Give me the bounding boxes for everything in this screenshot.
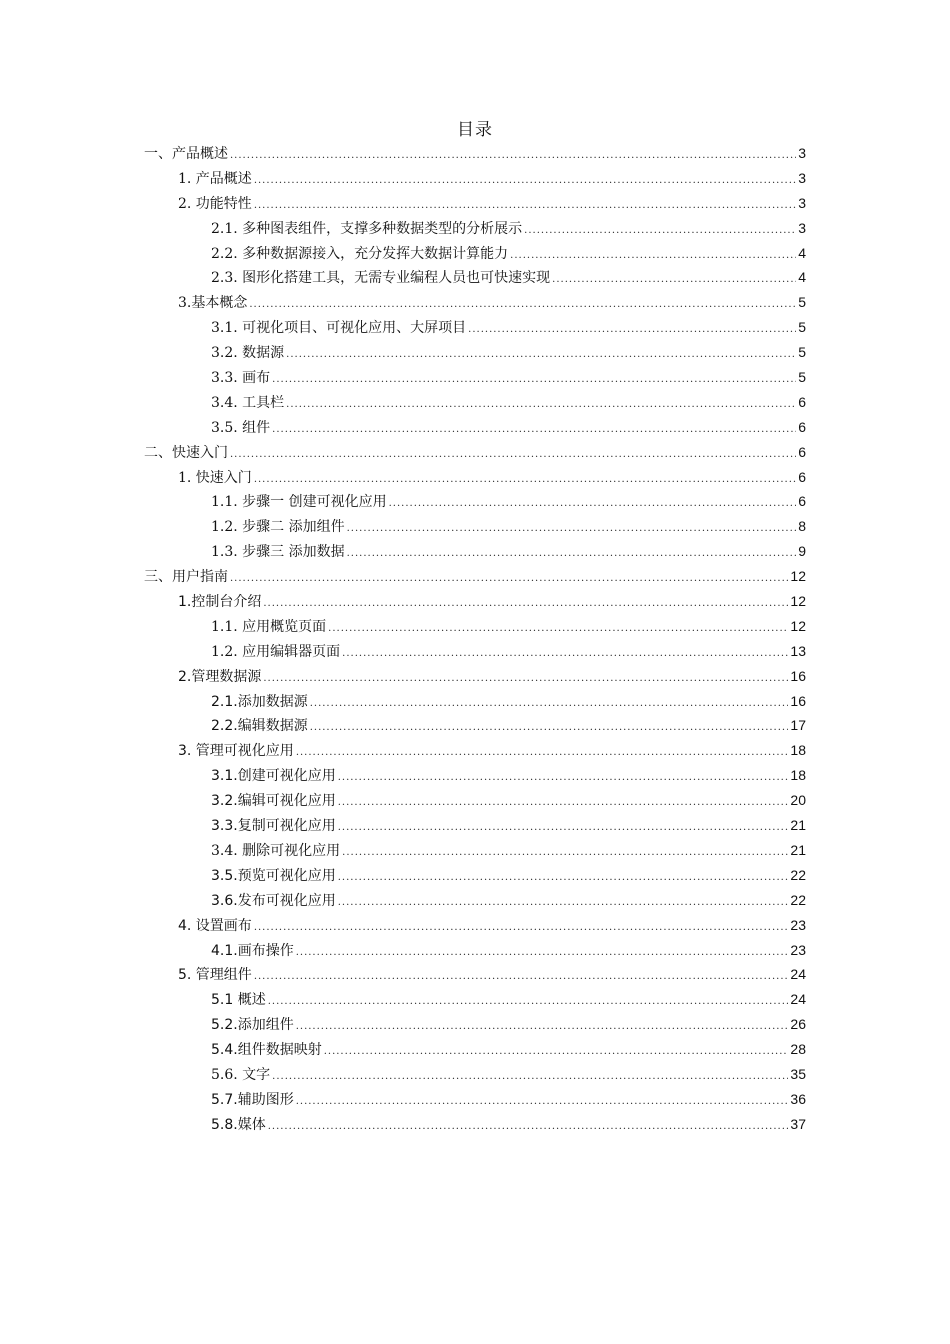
- toc-entry[interactable]: [144, 813, 806, 838]
- toc-entry-text: 1.1. 应用概览页面: [211, 618, 327, 635]
- toc-dot-leader: [338, 816, 789, 841]
- toc-entry[interactable]: [144, 191, 806, 216]
- toc-entry-text: 3.6.发布可视化应用: [211, 892, 336, 909]
- toc-dot-leader: [468, 318, 796, 343]
- toc-page-number: 20: [790, 792, 806, 809]
- toc-entry-text: 3.基本概念: [178, 295, 248, 312]
- toc-entry-text: 4. 设置画布: [178, 917, 252, 934]
- toc-entry[interactable]: [144, 664, 806, 689]
- toc-title: 目录: [457, 120, 493, 140]
- toc-entry[interactable]: [144, 539, 806, 564]
- toc-entry[interactable]: [144, 589, 806, 614]
- toc-dot-leader: [510, 244, 796, 269]
- toc-dot-leader: [324, 1040, 789, 1065]
- toc-page-number: 26: [790, 1016, 806, 1033]
- toc-dot-leader: [254, 965, 789, 990]
- toc-entry-text: 5.7.辅助图形: [211, 1091, 294, 1108]
- toc-page-number: 23: [790, 941, 806, 958]
- toc-dot-leader: [342, 841, 788, 866]
- toc-page-number: 6: [798, 443, 806, 460]
- toc-dot-leader: [268, 1115, 789, 1140]
- toc-entry-text: 3.2. 数据源: [211, 345, 285, 362]
- toc-dot-leader: [347, 542, 797, 567]
- toc-dot-leader: [338, 891, 789, 916]
- toc-page-number: 18: [790, 742, 806, 759]
- toc-entry[interactable]: [144, 639, 806, 664]
- toc-page-number: 3: [798, 219, 806, 236]
- toc-entry-text: 3.5.预览可视化应用: [211, 867, 336, 884]
- toc-entry[interactable]: [144, 340, 806, 365]
- toc-entry[interactable]: [144, 489, 806, 514]
- toc-entry-text: 1. 快速入门: [178, 469, 252, 486]
- toc-entry[interactable]: [144, 863, 806, 888]
- toc-dot-leader: [263, 667, 788, 692]
- toc-page-number: 5: [798, 319, 806, 336]
- toc-entry-text: 5.4.组件数据映射: [211, 1042, 322, 1059]
- toc-dot-leader: [328, 617, 788, 642]
- toc-dot-leader: [552, 268, 796, 293]
- toc-dot-leader: [296, 941, 789, 966]
- toc-entry[interactable]: [144, 265, 806, 290]
- toc-page-number: 24: [790, 991, 806, 1008]
- toc-dot-leader: [230, 567, 788, 592]
- toc-entry[interactable]: [144, 1062, 806, 1087]
- toc-entry[interactable]: [144, 514, 806, 539]
- toc-page-number: 6: [798, 493, 806, 510]
- toc-page-number: 6: [798, 393, 806, 410]
- toc-dot-leader: [249, 293, 796, 318]
- toc-dot-leader: [230, 443, 796, 468]
- toc-dot-leader: [296, 741, 789, 766]
- toc-dot-leader: [389, 492, 797, 517]
- toc-dot-leader: [286, 393, 796, 418]
- toc-entry-text: 2.管理数据源: [178, 668, 262, 685]
- toc-page-number: 5: [798, 369, 806, 386]
- toc-entry[interactable]: [144, 166, 806, 191]
- toc-entry-text: 4.1.画布操作: [211, 942, 294, 959]
- toc-dot-leader: [310, 692, 789, 717]
- toc-dot-leader: [338, 766, 789, 791]
- toc-dot-leader: [254, 194, 796, 219]
- toc-entry-text: 2.2. 多种数据源接入，充分发挥大数据计算能力: [211, 245, 509, 262]
- toc-entry[interactable]: [144, 216, 806, 241]
- toc-page-number: 16: [790, 667, 806, 684]
- toc-entry[interactable]: [144, 788, 806, 813]
- toc-page-number: 18: [790, 767, 806, 784]
- toc-entry-text: 3.3.复制可视化应用: [211, 818, 336, 835]
- toc-dot-leader: [254, 169, 796, 194]
- toc-entry-text: 5.1 概述: [211, 992, 266, 1009]
- toc-page-number: 21: [790, 817, 806, 834]
- toc-entry-text: 3. 管理可视化应用: [178, 743, 294, 760]
- toc-page-number: 12: [790, 617, 806, 634]
- toc-entry-text: 2.1. 多种图表组件，支撑多种数据类型的分析展示: [211, 220, 523, 237]
- toc-entry-text: 2.2.编辑数据源: [211, 718, 308, 735]
- toc-page-number: 4: [798, 269, 806, 286]
- toc-page-number: 5: [798, 344, 806, 361]
- toc-entry[interactable]: [144, 141, 806, 166]
- toc-entry-text: 3.5. 组件: [211, 419, 271, 436]
- toc-dot-leader: [342, 642, 788, 667]
- toc-entry-text: 5.2.添加组件: [211, 1017, 294, 1034]
- toc-entry-text: 2. 功能特性: [178, 195, 252, 212]
- toc-page-number: 4: [798, 244, 806, 261]
- table-of-contents: [144, 141, 806, 1137]
- toc-dot-leader: [524, 219, 796, 244]
- toc-entry-text: 三、用户指南: [144, 569, 228, 586]
- toc-page-number: 36: [790, 1090, 806, 1107]
- toc-entry[interactable]: [144, 440, 806, 465]
- toc-entry-text: 1.控制台介绍: [178, 594, 262, 611]
- toc-entry-text: 1. 产品概述: [178, 170, 252, 187]
- toc-page-number: 22: [790, 866, 806, 883]
- toc-page-number: 35: [790, 1065, 806, 1082]
- toc-dot-leader: [310, 716, 789, 741]
- toc-entry-text: 5. 管理组件: [178, 967, 252, 984]
- toc-page-number: 3: [798, 194, 806, 211]
- toc-page-number: 16: [790, 692, 806, 709]
- toc-dot-leader: [230, 144, 796, 169]
- toc-entry[interactable]: [144, 315, 806, 340]
- toc-dot-leader: [272, 368, 796, 393]
- toc-entry[interactable]: [144, 913, 806, 938]
- toc-page-number: 12: [790, 593, 806, 610]
- toc-dot-leader: [286, 343, 796, 368]
- toc-entry-text: 一、产品概述: [144, 146, 228, 162]
- toc-entry-text: 2.1.添加数据源: [211, 693, 308, 710]
- toc-page-number: 13: [790, 642, 806, 659]
- toc-page-number: 24: [790, 966, 806, 983]
- toc-entry-text: 5.6. 文字: [211, 1066, 271, 1083]
- toc-dot-leader: [254, 916, 789, 941]
- toc-entry-text: 二、快速入门: [144, 444, 228, 461]
- toc-entry[interactable]: [144, 838, 806, 863]
- toc-entry[interactable]: [144, 564, 806, 589]
- toc-page-number: 3: [798, 169, 806, 186]
- toc-dot-leader: [296, 1015, 789, 1040]
- toc-entry[interactable]: [144, 1087, 806, 1112]
- toc-entry-text: 1.3. 步骤三 添加数据: [211, 544, 345, 561]
- toc-dot-leader: [272, 1065, 788, 1090]
- toc-page-number: 9: [798, 543, 806, 560]
- toc-page-number: 22: [790, 891, 806, 908]
- toc-entry[interactable]: [144, 888, 806, 913]
- toc-entry[interactable]: [144, 415, 806, 440]
- toc-dot-leader: [338, 866, 789, 891]
- toc-entry-text: 3.2.编辑可视化应用: [211, 793, 336, 810]
- toc-dot-leader: [347, 517, 797, 542]
- toc-entry-text: 3.1.创建可视化应用: [211, 768, 336, 785]
- toc-entry[interactable]: [144, 938, 806, 963]
- toc-entry[interactable]: [144, 689, 806, 714]
- toc-page-number: 37: [790, 1115, 806, 1132]
- toc-dot-leader: [254, 468, 796, 493]
- toc-entry[interactable]: [144, 241, 806, 266]
- toc-entry-text: 1.1. 步骤一 创建可视化应用: [211, 494, 387, 511]
- toc-dot-leader: [272, 418, 796, 443]
- toc-entry[interactable]: [144, 987, 806, 1012]
- toc-page-number: 12: [790, 568, 806, 585]
- toc-entry[interactable]: [144, 763, 806, 788]
- toc-entry[interactable]: [144, 962, 806, 987]
- toc-entry[interactable]: [144, 290, 806, 315]
- toc-entry[interactable]: [144, 1012, 806, 1037]
- toc-entry-text: 1.2. 应用编辑器页面: [211, 643, 341, 660]
- toc-page-number: 8: [798, 518, 806, 535]
- toc-entry[interactable]: [144, 614, 806, 639]
- toc-entry-text: 2.3. 图形化搭建工具，无需专业编程人员也可快速实现: [211, 270, 551, 287]
- toc-entry-text: 3.1. 可视化项目、可视化应用、大屏项目: [211, 320, 467, 337]
- toc-entry[interactable]: [144, 713, 806, 738]
- toc-dot-leader: [296, 1090, 789, 1115]
- toc-page-number: 21: [790, 841, 806, 858]
- toc-entry[interactable]: [144, 390, 806, 415]
- toc-page-number: 3: [798, 145, 806, 161]
- toc-page-number: 6: [798, 418, 806, 435]
- toc-entry[interactable]: [144, 738, 806, 763]
- toc-dot-leader: [338, 791, 789, 816]
- toc-dot-leader: [268, 990, 789, 1015]
- toc-entry[interactable]: [144, 1112, 806, 1137]
- toc-entry[interactable]: [144, 1037, 806, 1062]
- toc-page-number: 6: [798, 468, 806, 485]
- toc-entry[interactable]: [144, 465, 806, 490]
- toc-page-number: 17: [790, 717, 806, 734]
- toc-page-number: 5: [798, 294, 806, 311]
- toc-dot-leader: [263, 592, 788, 617]
- toc-entry-text: 3.3. 画布: [211, 370, 271, 387]
- toc-entry-text: 1.2. 步骤二 添加组件: [211, 519, 345, 536]
- toc-page-number: 23: [790, 916, 806, 933]
- toc-entry[interactable]: [144, 365, 806, 390]
- toc-entry-text: 3.4. 删除可视化应用: [211, 842, 341, 859]
- toc-entry-text: 5.8.媒体: [211, 1116, 266, 1133]
- toc-page-number: 28: [790, 1041, 806, 1058]
- toc-entry-text: 3.4. 工具栏: [211, 394, 285, 411]
